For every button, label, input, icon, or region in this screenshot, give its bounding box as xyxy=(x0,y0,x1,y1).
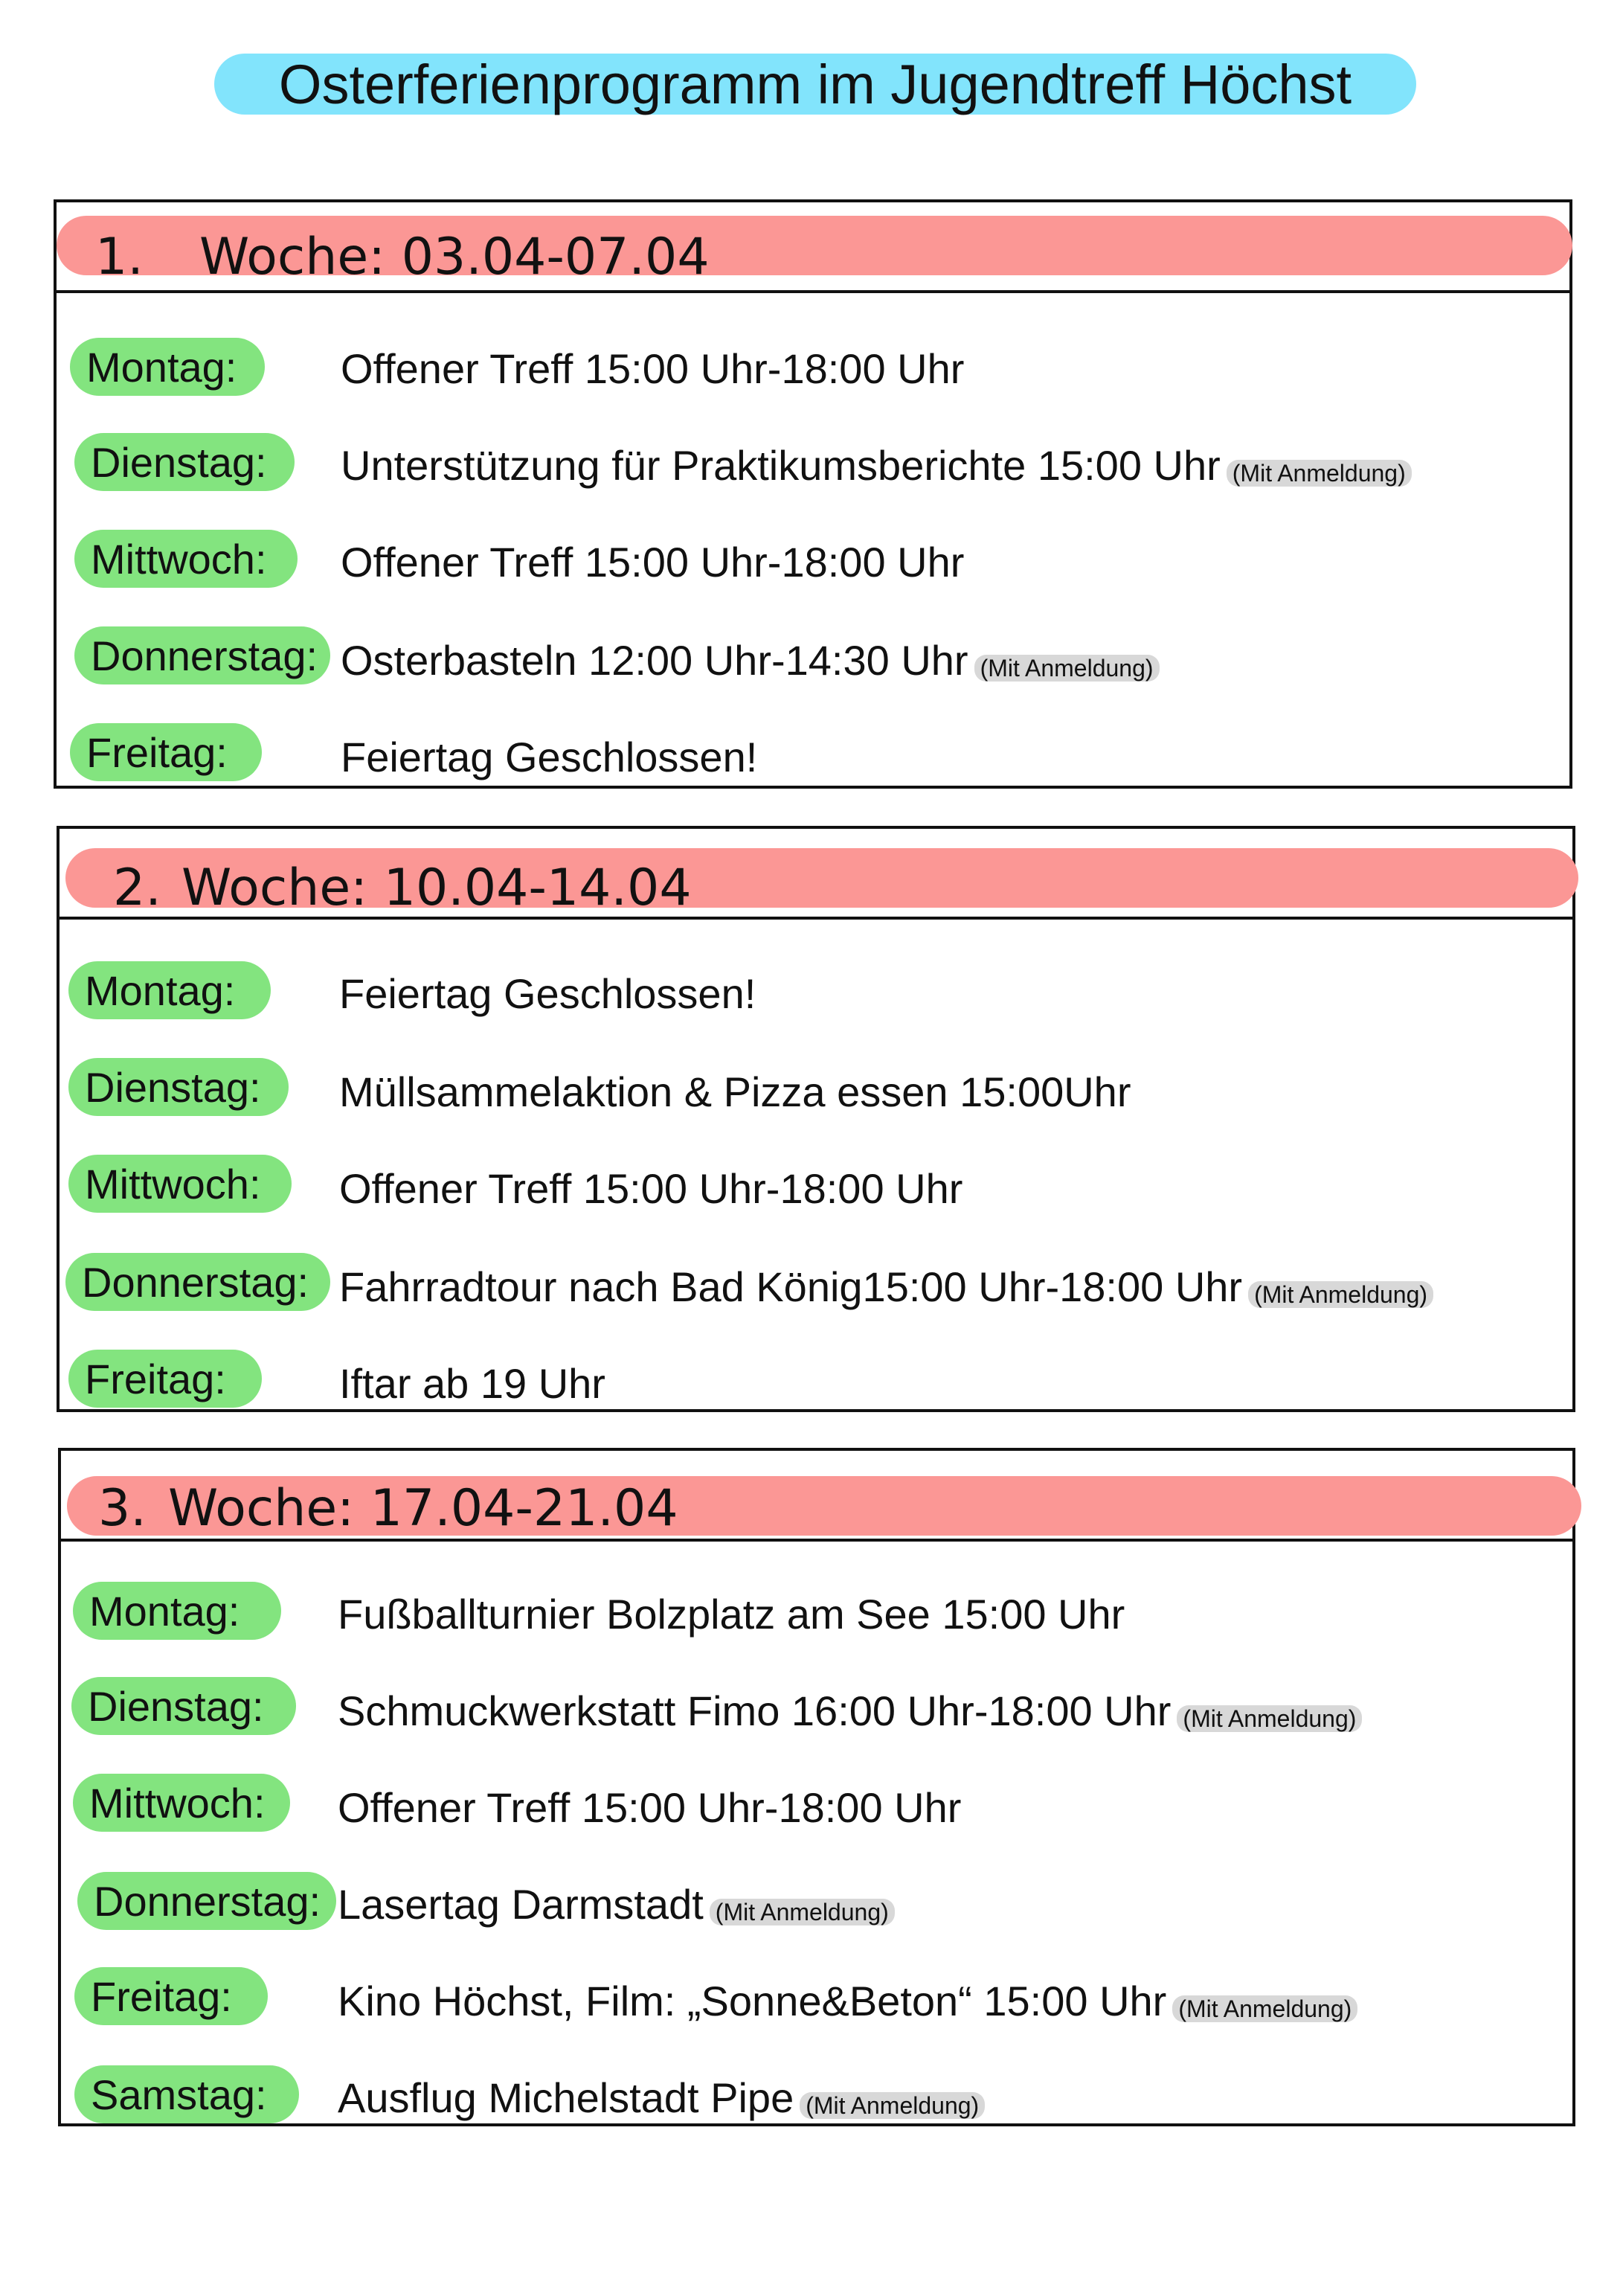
week-2-box xyxy=(57,826,1575,1412)
day-label: Montag: xyxy=(73,1582,281,1640)
day-label: Montag: xyxy=(68,961,271,1019)
event-text: Lasertag Darmstadt (Mit Anmeldung) xyxy=(338,1884,895,1925)
week-number: 1. xyxy=(95,228,144,286)
week-label: Woche: 17.04-21.04 xyxy=(168,1479,678,1538)
week-3-box xyxy=(58,1448,1575,2126)
day-label: Mittwoch: xyxy=(74,530,298,588)
registration-note: (Mit Anmeldung) xyxy=(1177,1705,1362,1732)
week-label: Woche: 03.04-07.04 xyxy=(199,228,710,286)
week-1-title xyxy=(95,228,710,286)
week-1-header-divider xyxy=(57,290,1569,293)
event-text: Feiertag Geschlossen! xyxy=(341,734,758,780)
event-text: Schmuckwerkstatt Fimo 16:00 Uhr-18:00 Uhr (Mit Anmeldung) xyxy=(338,1690,1362,1732)
event-text: Fußballturnier Bolzplatz am See 15:00 Uhr xyxy=(338,1591,1125,1638)
day-label: Freitag: xyxy=(74,1967,268,2025)
week-number: 2. xyxy=(113,859,161,917)
registration-note: (Mit Anmeldung) xyxy=(1227,460,1412,487)
week-2-title xyxy=(113,859,692,917)
registration-note: (Mit Anmeldung) xyxy=(800,2092,985,2119)
week-1-box xyxy=(54,199,1572,789)
event-text: Fahrradtour nach Bad König15:00 Uhr-18:00 Uhr (Mit Anmeldung) xyxy=(339,1266,1433,1308)
week-number: 3. xyxy=(98,1479,147,1538)
event-text: Ausflug Michelstadt Pipe (Mit Anmeldung) xyxy=(338,2077,985,2119)
day-label: Samstag: xyxy=(74,2065,299,2123)
day-label: Donnerstag: xyxy=(74,626,330,684)
day-label: Montag: xyxy=(70,338,265,396)
event-text: Feiertag Geschlossen! xyxy=(339,970,756,1017)
event-text: Offener Treff 15:00 Uhr-18:00 Uhr xyxy=(341,345,965,392)
event-text: Iftar ab 19 Uhr xyxy=(339,1360,605,1407)
day-label: Dienstag: xyxy=(68,1058,289,1116)
week-label: Woche: 10.04-14.04 xyxy=(181,859,692,917)
registration-note: (Mit Anmeldung) xyxy=(710,1899,895,1925)
day-label: Dienstag: xyxy=(74,433,295,491)
page-title: Osterferienprogramm im Jugendtreff Höchst xyxy=(214,54,1416,115)
day-label: Freitag: xyxy=(70,723,262,781)
day-label: Dienstag: xyxy=(71,1677,296,1735)
registration-note: (Mit Anmeldung) xyxy=(974,655,1160,682)
day-label: Mittwoch: xyxy=(68,1155,292,1213)
event-text: Offener Treff 15:00 Uhr-18:00 Uhr xyxy=(338,1784,962,1831)
event-text: Offener Treff 15:00 Uhr-18:00 Uhr xyxy=(339,1165,963,1212)
event-text: Osterbasteln 12:00 Uhr-14:30 Uhr (Mit Anmeldung) xyxy=(341,640,1160,682)
registration-note: (Mit Anmeldung) xyxy=(1248,1281,1433,1308)
day-label: Donnerstag: xyxy=(65,1253,330,1311)
event-text: Unterstützung für Praktikumsberichte 15:00 Uhr (Mit Anmeldung) xyxy=(341,445,1412,487)
event-text: Müllsammelaktion & Pizza essen 15:00Uhr xyxy=(339,1068,1131,1115)
registration-note: (Mit Anmeldung) xyxy=(1172,1995,1357,2022)
week-3-title xyxy=(98,1479,678,1538)
event-text: Offener Treff 15:00 Uhr-18:00 Uhr xyxy=(341,539,965,586)
event-text: Kino Höchst, Film: „Sonne&Beton“ 15:00 Uhr (Mit Anmeldung) xyxy=(338,1981,1357,2022)
day-label: Freitag: xyxy=(68,1350,262,1408)
day-label: Mittwoch: xyxy=(73,1774,290,1832)
week-3-header-divider xyxy=(61,1539,1572,1542)
day-label: Donnerstag: xyxy=(77,1872,336,1930)
